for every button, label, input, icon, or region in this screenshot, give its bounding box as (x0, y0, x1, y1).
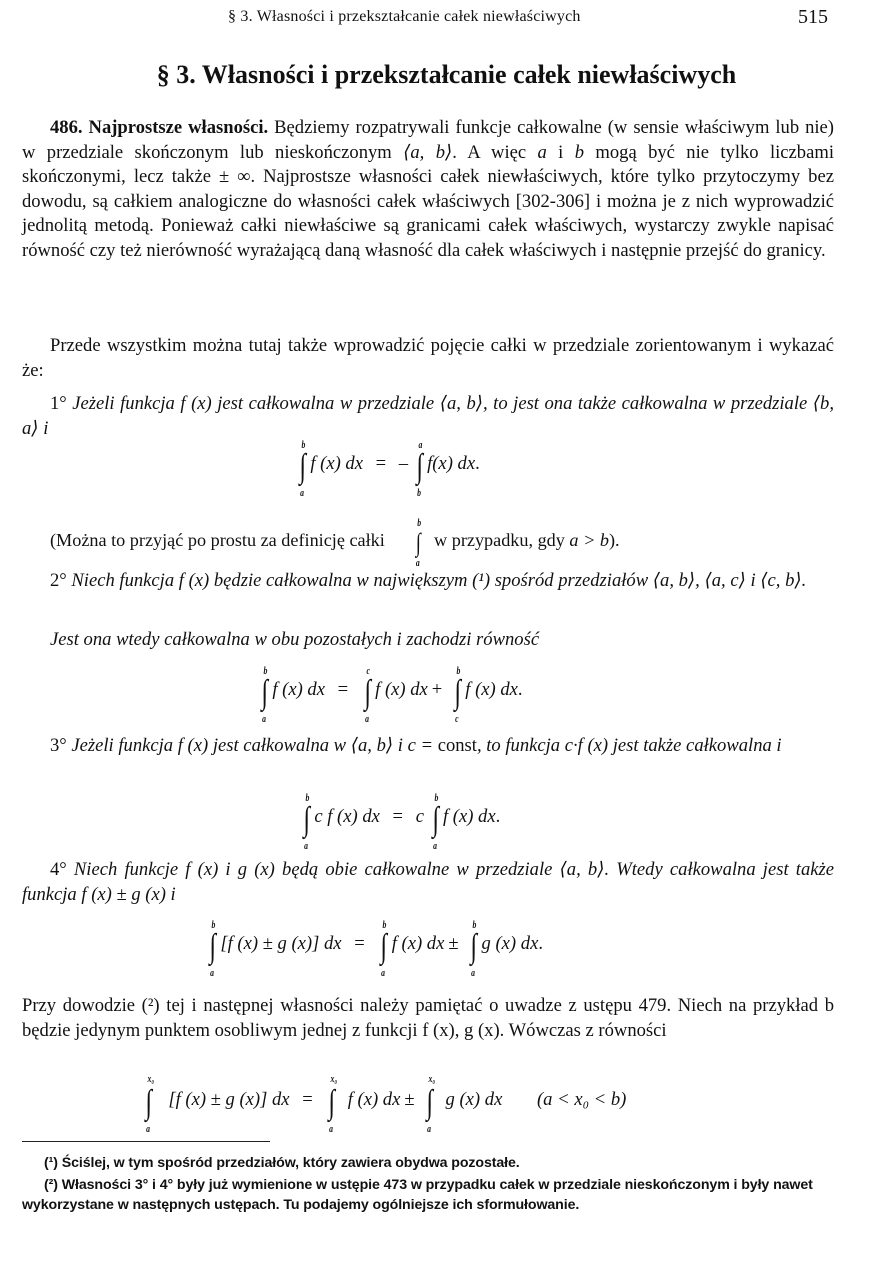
footnote-1: (¹) Ściślej, w tym spośród przedziałów, który zawiera obydwa pozostałe. (44, 1155, 520, 1171)
integral-lower-limit: a (262, 713, 266, 725)
property-1-number: 1° (50, 393, 67, 414)
integral-upper-limit: b (305, 792, 310, 804)
integral-lower-limit: a (300, 487, 304, 499)
property-1-text (22, 392, 834, 441)
property-4-statement: Niech funkcje f (x) i g (x) będą obie całkowalne w przedziale ⟨a, b⟩. Wtedy całkowalna jest także funkcja f (x) ± g (x) i (22, 859, 834, 905)
integral-sign: ∫ b c (454, 665, 461, 725)
integral-sign: ∫ b a (380, 919, 388, 979)
running-header: § 3. Własności i przekształcanie całek niewłaściwych (228, 8, 581, 25)
integral-sign: ∫ b a (303, 792, 310, 852)
property-4-text (22, 858, 834, 907)
integral-upper-limit: a (418, 439, 423, 451)
integral-upper-limit: c (366, 665, 370, 677)
intro-var-b: b (574, 141, 585, 163)
property-4-number: 4° (50, 859, 67, 880)
property-1-statement: Jeżeli funkcja f (x) jest całkowalna w przedziale ⟨a, b⟩, to jest ona także całkowalna w przedziale ⟨b, a⟩ i (22, 393, 834, 439)
integral-lower-limit: a (364, 713, 369, 725)
equation-4 (206, 919, 543, 979)
equation-1 (296, 439, 480, 499)
paragraph-heading: Najprostsze własności. (88, 117, 269, 138)
integral-sign: ∫ b a (299, 439, 306, 499)
integral-lower-limit: a (329, 1123, 334, 1135)
integral-upper-limit: x₀ (330, 1073, 338, 1085)
eq2-term-1: f (x) dx (272, 679, 325, 700)
note-before: (Można to przyjąć po prostu za definicję całki (50, 530, 385, 550)
integral-sign: ∫ b a (397, 530, 422, 556)
eqf-lhs: [f (x) ± g (x)] dx (168, 1089, 290, 1110)
eqf-condition: (a < x₀ < b) (536, 1089, 627, 1110)
eq3-lhs: c f (x) dx (314, 806, 380, 827)
property-2-conclusion: Jest ona wtedy całkowalna w obu pozostałych i zachodzi równość (50, 629, 540, 650)
integral-sign: ∫ b a (209, 919, 216, 979)
integral-sign: ∫ b a (432, 792, 439, 852)
integral-upper-limit: b (472, 919, 477, 931)
eq4-term-2: f (x) dx (391, 933, 445, 954)
footnote-2: (²) Własności 3° i 4° były już wymienione w ustępie 473 w przypadku całek w przedziale nieskończonym i były nawet wykorzystane w następnych ustępach. Tu podajemy ogólniejsze ich sformułowanie. (22, 1177, 813, 1213)
integral-sign: ∫ x₀ a (328, 1073, 338, 1135)
eq1-lhs: f (x) dx (310, 453, 363, 474)
eq3-equals: = (392, 806, 404, 827)
intro-text-2: . A więc (452, 141, 538, 163)
integral-upper-limit: b (417, 517, 422, 529)
eq3-constant: c (415, 806, 424, 827)
eq2-plus: + (431, 679, 443, 700)
eq4-dot: . (538, 933, 543, 954)
eq4-term-3: g (x) dx (481, 933, 539, 954)
integral-sign: ∫ b a (261, 665, 268, 725)
integral-upper-limit: b (211, 919, 216, 931)
eqf-term-3: g (x) dx (445, 1089, 503, 1110)
integral-lower-limit: a (432, 840, 437, 852)
eq4-lhs: [f (x) ± g (x)] dx (220, 933, 342, 954)
integral-lower-limit: a (146, 1123, 150, 1135)
integral-upper-limit: b (382, 919, 387, 931)
eq2-dot: . (517, 679, 523, 700)
integral-sign: ∫ a b (416, 439, 423, 499)
eq2-term-2: f (x) dx (375, 679, 428, 700)
equation-final (142, 1073, 627, 1135)
eqf-plus-minus: ± (404, 1089, 415, 1110)
page-number: 515 (798, 6, 828, 28)
integral-sign: ∫ c a (364, 665, 371, 725)
eqf-equals: = (302, 1089, 313, 1110)
intro-text-3: i (546, 141, 575, 163)
integral-lower-limit: a (416, 557, 421, 569)
integral-upper-limit: b (434, 792, 438, 804)
paragraph-2: Przede wszystkim można tutaj także wprowadzić pojęcie całki w przedziale zorientowanym i wykazać że: (22, 335, 834, 381)
property-2-statement: Niech funkcja f (x) będzie całkowalna w największym (¹) spośród przedziałów ⟨a, b⟩, ⟨a, c⟩ i ⟨c, b⟩. (71, 570, 807, 591)
property-3-statement-b: , to funkcja c·f (x) jest także całkowalna i (476, 735, 782, 756)
eqf-term-2: f (x) dx (347, 1089, 401, 1110)
property-3-const: const (437, 735, 477, 756)
note-condition: a > b (569, 530, 609, 550)
paragraph-3: Przy dowodzie (²) tej i następnej własności należy pamiętać o uwadze z ustępu 479. Niech na przykład b będzie jedynym punktem osobliwym jednej z funkcji f (x), g (x). Wówczas z równości (22, 995, 834, 1041)
integral-lower-limit: a (210, 967, 214, 979)
integral-sign: ∫ b a (470, 919, 478, 979)
eq2-equals: = (337, 679, 349, 700)
integral-lower-limit: b (416, 487, 421, 499)
integral-upper-limit: b (301, 439, 306, 451)
intro-var-a: a (537, 141, 547, 163)
integral-upper-limit: x₀ (428, 1073, 436, 1085)
eq1-minus: – (398, 453, 409, 474)
eq1-rhs: f(x) dx (427, 453, 476, 474)
integral-upper-limit: x₀ (147, 1073, 155, 1085)
note-end: ). (608, 530, 620, 550)
property-2-number: 2° (50, 570, 67, 591)
eq3-dot: . (495, 806, 501, 827)
property-3-number: 3° (50, 735, 67, 756)
integral-lower-limit: c (455, 713, 459, 725)
property-2-text-b (22, 628, 834, 653)
paragraph-number: 486. (50, 117, 83, 138)
integral-lower-limit: a (381, 967, 386, 979)
intro-text-4: mogą być nie tylko liczbami skończonymi, lecz także ± ∞. Najprostsze własności całek niewłaściwych, które tylko przytoczymy bez dowodu, są całkiem analogiczne do własności całek właściwych [302-306] i można je z nich wyprowadzić jednolitą metodą. Ponieważ całki niewłaściwe są granicami całek właściwych, wystarczy zwykle napisać równość czy też nierówność wyrażającą daną własność dla całek właściwych i następnie przejść do granicy. (22, 141, 834, 261)
eq4-equals: = (354, 933, 365, 954)
eq1-equals: = (375, 453, 387, 474)
integral-lower-limit: a (304, 840, 308, 852)
equation-2 (258, 665, 523, 725)
property-3-statement-a: Jeżeli funkcja f (x) jest całkowalna w ⟨a, b⟩ i c = (71, 735, 438, 756)
integral-upper-limit: b (456, 665, 461, 677)
integral-upper-limit: b (263, 665, 268, 677)
equation-3 (300, 792, 501, 852)
eq4-plus-minus: ± (448, 933, 459, 954)
eq1-dot: . (475, 453, 480, 474)
note-after: w przypadku, gdy (434, 530, 565, 550)
footnote-divider (22, 1141, 270, 1142)
intro-interval: ⟨a, b⟩ (403, 141, 453, 163)
intro-paragraph (22, 116, 834, 263)
integral-lower-limit: a (427, 1123, 432, 1135)
section-title: § 3. Własności i przekształcanie całek niewłaściwych (156, 60, 737, 89)
property-1-note (22, 517, 834, 569)
integral-lower-limit: a (471, 967, 476, 979)
intro-text-1: Będziemy rozpatrywali funkcje całkowalne (w sensie właściwym lub nie) w przedziale skończonym lub nieskończonym (22, 117, 834, 163)
eq3-rhs: f (x) dx (442, 806, 496, 827)
eq2-term-3: f (x) dx (465, 679, 518, 700)
property-2-text (22, 569, 834, 594)
property-3-text (22, 734, 834, 759)
integral-sign: ∫ x₀ a (426, 1073, 436, 1135)
integral-sign: ∫ x₀ a (145, 1073, 155, 1135)
